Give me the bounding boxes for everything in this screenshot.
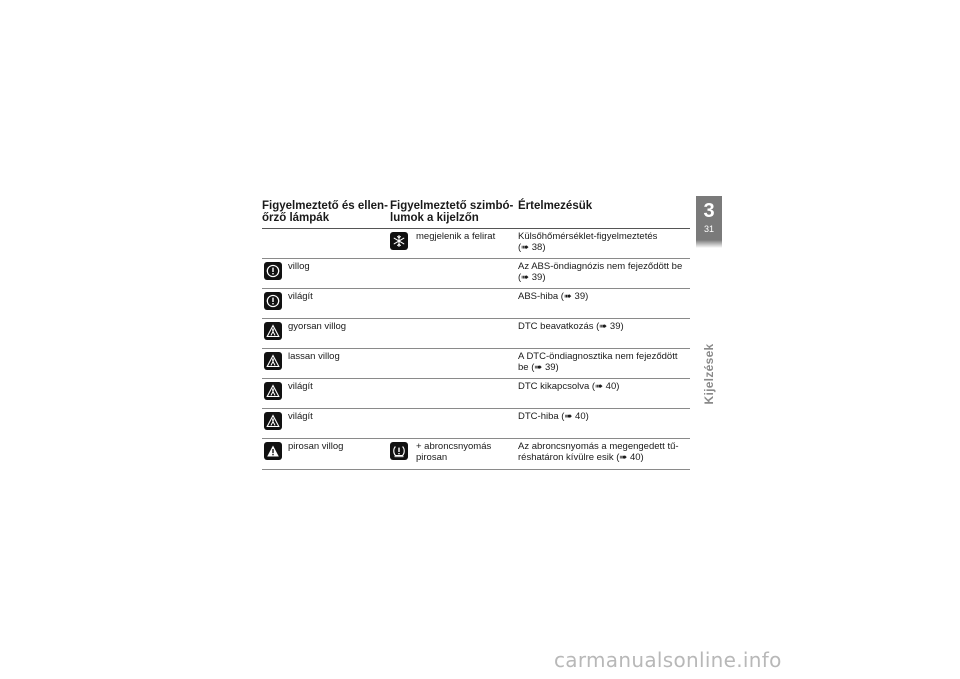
table-row [262, 349, 690, 379]
meaning-cell: Külsőhőmérséklet-figyelmeztetés (➠ 38) [518, 231, 658, 253]
table-row [262, 289, 690, 319]
lamp-cell [262, 259, 390, 288]
table-row [262, 379, 690, 409]
chapter-title [696, 304, 722, 444]
lamp-cell [262, 319, 390, 348]
meaning-cell: A DTC-öndiagnosztika nem fejeződött be (➠ 39) [518, 351, 678, 373]
header-lamps: Figyelmeztető és ellen- őrző lámpák [262, 200, 388, 224]
table-row [262, 229, 690, 259]
abs-icon [264, 262, 282, 280]
tab-gradient [696, 240, 722, 248]
dtc-icon [264, 382, 282, 400]
lamp-cell [262, 409, 390, 438]
lamp-state: világít [288, 291, 313, 302]
dtc-icon [264, 322, 282, 340]
page-number: 31 [703, 224, 714, 234]
chapter-title-text: Kijelzések [702, 343, 716, 405]
table-header [262, 200, 690, 229]
display-cell [390, 319, 518, 348]
display-cell [390, 409, 518, 438]
display-cell [390, 349, 518, 378]
chapter-sidebar [696, 196, 722, 456]
lamp-state: villog [288, 261, 310, 272]
display-cell [390, 289, 518, 318]
display-cell [390, 439, 518, 469]
meaning-cell: DTC beavatkozás (➠ 39) [518, 321, 624, 332]
lamp-state: pirosan villog [288, 441, 344, 452]
table-row [262, 319, 690, 349]
tire-pressure-icon [390, 442, 408, 460]
lamp-state: gyorsan villog [288, 321, 347, 332]
display-cell [390, 259, 518, 288]
watermark: carmanualsonline.info [554, 648, 782, 672]
table-row [262, 259, 690, 289]
display-cell [390, 379, 518, 408]
lamp-state: világít [288, 381, 313, 392]
lamp-cell [262, 289, 390, 318]
dtc-icon [264, 412, 282, 430]
meaning-cell: DTC-hiba (➠ 40) [518, 411, 589, 422]
indicator-table [262, 200, 690, 470]
meaning-cell: DTC kikapcsolva (➠ 40) [518, 381, 620, 392]
header-meaning: Értelmezésük [518, 200, 593, 212]
dtc-icon [264, 352, 282, 370]
display-cell [390, 229, 518, 258]
snowflake-icon [390, 232, 408, 250]
lamp-cell [262, 439, 390, 469]
header-display-symbols: Figyelmeztető szimbó- lumok a kijelzőn [390, 200, 514, 224]
table-row [262, 439, 690, 470]
warning-triangle-icon [264, 442, 282, 460]
meaning-cell: Az abroncsnyomás a megengedett tű- réshatáron kívülre esik (➠ 40) [518, 441, 679, 463]
meaning-cell: ABS-hiba (➠ 39) [518, 291, 589, 302]
lamp-state: lassan villog [288, 351, 340, 362]
lamp-cell [262, 379, 390, 408]
meaning-cell: Az ABS-öndiagnózis nem fejeződött be (➠ 39) [518, 261, 683, 283]
abs-icon [264, 292, 282, 310]
chapter-tab [696, 196, 722, 240]
display-text: megjelenik a felirat [416, 231, 496, 242]
lamp-cell [262, 229, 390, 258]
table-row [262, 409, 690, 439]
lamp-state: világít [288, 411, 313, 422]
chapter-number: 3 [703, 200, 715, 222]
display-text: + abroncsnyomás pirosan [416, 441, 492, 463]
lamp-cell [262, 349, 390, 378]
